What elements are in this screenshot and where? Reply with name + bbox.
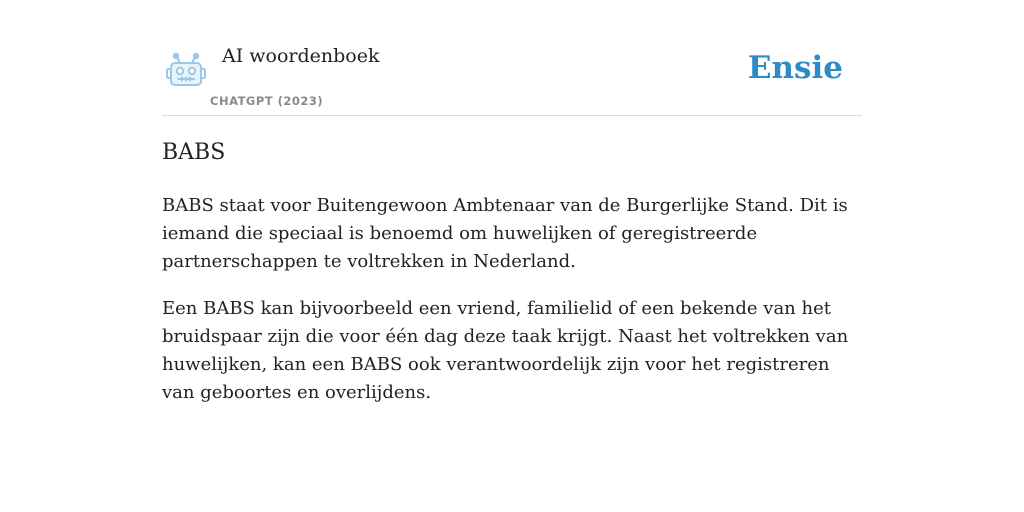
- definition-paragraph-1: BABS staat voor Buitengewoon Ambtenaar van de Burgerlijke Stand. Dit is iemand die speciaal is benoemd om huwelijken of geregistreerde partnerschappen te voltrekken in Nederland.: [162, 195, 848, 272]
- definition-paragraph-2: Een BABS kan bijvoorbeeld een vriend, familielid of een bekende van het bruidspaar zijn die voor één dag deze taak krijgt. Naast het voltrekken van huwelijken, kan een BABS ook verantwoordelijk zijn voor het registreren van geboortes en overlijdens.: [162, 298, 849, 403]
- ensie-logo[interactable]: Ensie: [747, 50, 843, 86]
- entry-term: BABS: [162, 140, 226, 165]
- source-label: CHATGPT (2023): [210, 94, 324, 108]
- robot-icon: [166, 52, 206, 90]
- dictionary-header: [162, 40, 862, 116]
- entry-definition: [162, 192, 862, 426]
- dictionary-title[interactable]: AI woordenboek: [222, 45, 380, 67]
